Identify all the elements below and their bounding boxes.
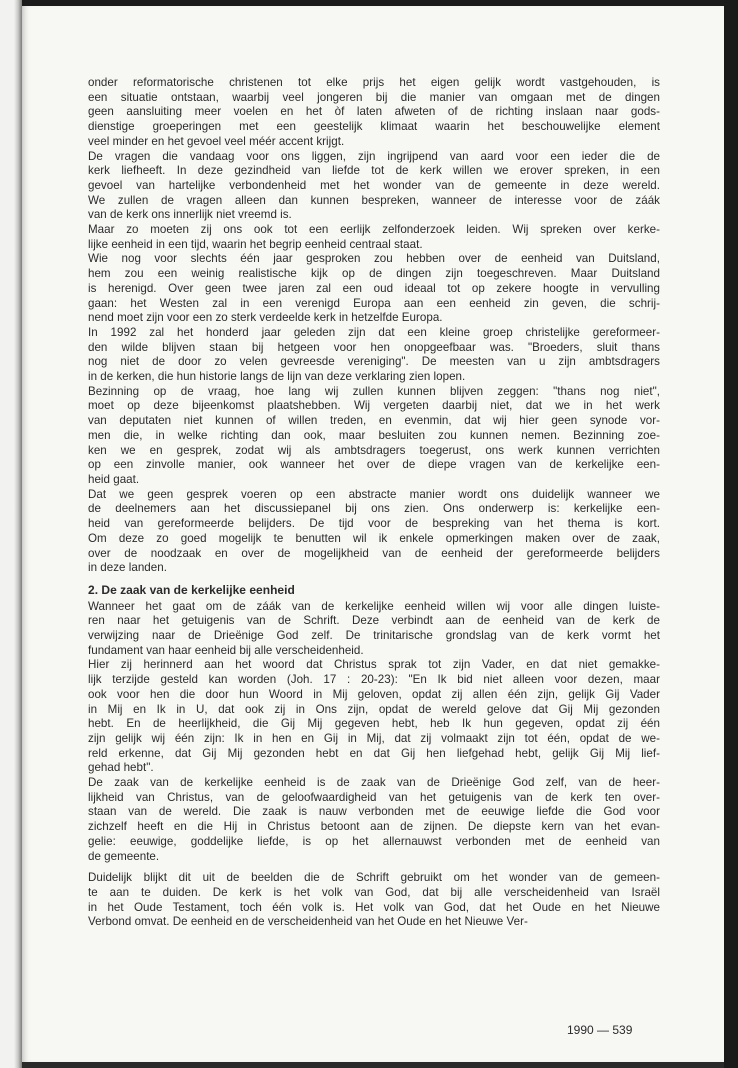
text-line: in Mij en Ik in U, dat ook zij in Ons zijn, opdat de wereld gelove dat Gij Mij gezonden — [88, 702, 660, 716]
text-line: in het Oude Testament, toch één volk is. Het volk van God, dat het Oude en het Nieuwe — [88, 900, 660, 914]
text-line: Om deze zo goed mogelijk te benutten wil ik enkele opmerkingen maken over de zaak, — [88, 531, 660, 545]
text-line: van de kerk ons innerlijk niet vreemd is. — [88, 208, 292, 222]
text-line: In 1992 zal het honderd jaar geleden zijn dat een kleine groep christelijke gereformeer- — [88, 325, 660, 339]
text-line: gelie: eeuwige, goddelijke liefde, is op het allernauwst verbonden met de eenheid van — [88, 834, 660, 848]
text-line: lijkheid van Christus, van de geloofwaardigheid van het getuigenis van de kerk ten over- — [88, 790, 660, 804]
paragraph — [88, 658, 660, 776]
text-line: Wie nog voor slechts één jaar gesproken zou hebben over de eenheid van Duitsland, — [88, 252, 660, 266]
paragraph — [88, 488, 660, 576]
paragraph — [88, 776, 660, 864]
text-line: veel minder en het gevoel veel méér accent krijgt. — [88, 134, 345, 148]
text-line: men die, in welke richting dan ook, maar besluiten zou kunnen nemen. Bezinning zoe- — [88, 428, 660, 442]
paragraph — [88, 871, 660, 930]
text-line: De zaak van de kerkelijke eenheid is de zaak van de Drieënige God zelf, van de heer- — [88, 776, 660, 790]
page-footer: 1990 — 539 — [567, 1023, 633, 1037]
text-line: de gemeente. — [88, 849, 160, 863]
text-line: dienstige groeperingen met een geestelijk klimaat waarin het beschouwelijke element — [88, 120, 660, 134]
paragraph — [88, 76, 660, 150]
text-line: te aan te duiden. De kerk is het volk van God, dat bij alle verscheidenheid van Israël — [88, 885, 660, 899]
paragraph — [88, 385, 660, 488]
text-line: in deze landen. — [88, 561, 167, 575]
text-line: kerk liefheeft. In deze gezindheid van liefde tot de kerk willen we erover spreken, in een — [88, 164, 660, 178]
text-line: De vragen die vandaag voor ons liggen, zijn ingrijpend van aard voor een ieder die de — [88, 149, 660, 163]
text-line: nend moet zijn voor een zo sterk verdeelde kerk in hetzelfde Europa. — [88, 311, 443, 325]
text-line: van deputaten niet kunnen of willen treden, en evenmin, dat wij hier geen synode vor- — [88, 414, 660, 428]
text-line: zijn gelijk wij één zijn: Ik in hen en Gij in Mij, dat zij volmaakt zijn tot één, opdat de we- — [88, 731, 660, 745]
text-line: ken we en gesprek, zodat wij als ambtsdragers toegerust, ons werk kunnen verrichten — [88, 443, 660, 457]
text-line: Dat we geen gesprek voeren op een abstracte manier wordt ons duidelijk wanneer we — [88, 487, 660, 501]
text-line: is herenigd. Over geen twee jaren zal een oud ideaal tot op zekere hoogte in vervulling — [88, 281, 660, 295]
text-line: een situatie ontstaan, waarbij veel jongeren bij die manier van omgaan met de dingen — [88, 90, 660, 104]
text-line: verwijzing naar de Drieënige God zelf. De trinitarische grondslag van de kerk vormt het — [88, 629, 660, 643]
text-block-2 — [88, 600, 660, 865]
paragraph — [88, 326, 660, 385]
text-line: onder reformatorische christenen tot elke prijs het eigen gelijk wordt vastgehouden, is — [88, 76, 660, 89]
text-line: den wilde blijven staan bij hetgeen voor hen onopgeefbaar was. "Broeders, sluit thans — [88, 340, 660, 354]
text-line: Duidelijk blijkt dit uit de beelden die de Schrift gebruikt om het wonder van de gemeen- — [88, 871, 660, 885]
text-line: reld erkenne, dat Gij Mij gezonden hebt en dat Gij hen liefgehad hebt, gelijk Gij Mij lief- — [88, 746, 660, 760]
scan-edge-right — [724, 0, 738, 1068]
text-block-3 — [88, 871, 660, 930]
text-line: heid gaat. — [88, 472, 140, 486]
text-line: hem zou een weinig realistische kijk op de dingen zijn toegeschreven. Maar Duitsland — [88, 267, 660, 281]
text-line: lijk terzijde gesteld kan worden (Joh. 17 : 20-23): "En Ik bid niet alleen voor dezen, maar — [88, 673, 660, 687]
text-line: ren naar het getuigenis van de Schrift. Deze verbindt aan de eenheid van de kerk de — [88, 614, 660, 628]
text-line: over de noodzaak en over de mogelijkheid van de eenheid der gereformeerde belijders — [88, 546, 660, 560]
paragraph — [88, 600, 660, 659]
text-block-1 — [88, 76, 660, 576]
text-line: lijke eenheid in een tijd, waarin het begrip eenheid centraal staat. — [88, 237, 423, 251]
text-line: geen aansluiting meer voelen en het òf laten afweten of de richting inslaan naar gods- — [88, 105, 660, 119]
text-line: zichzelf heeft en die Hij in Christus betoont aan de zijnen. De diepste kern van het evan- — [88, 820, 660, 834]
text-line: op een zinvolle manier, ook wanneer het over de diepe vragen van de kerkelijke een- — [88, 458, 660, 472]
text-line: gehad hebt". — [88, 761, 154, 775]
text-line: in de kerken, die hun historie langs de lijn van deze verklaring zien lopen. — [88, 370, 466, 384]
paragraph — [88, 252, 660, 326]
scan-edge-left — [0, 0, 22, 1068]
text-line: nog niet de door zo velen gevreesde vereniging". De meesten van u zijn ambtsdragers — [88, 355, 660, 369]
text-line: heid van gereformeerde belijders. De tijd voor de bespreking van het thema is kort. — [88, 517, 660, 531]
body-text — [88, 76, 660, 930]
document-page — [22, 6, 724, 1062]
paragraph-gap — [88, 864, 660, 871]
section-heading: 2. De zaak van de kerkelijke eenheid — [88, 582, 295, 597]
text-line: Bezinning op de vraag, hoe lang wij zullen kunnen blijven zeggen: "thans nog niet", — [88, 384, 660, 398]
text-line: fundament van haar eenheid bij alle verscheidenheid. — [88, 643, 364, 657]
paragraph — [88, 223, 660, 252]
paragraph — [88, 150, 660, 224]
text-line: gaan: het Westen zal in een verenigd Europa aan een eenheid zin geven, die schrij- — [88, 296, 660, 310]
text-line: Wanneer het gaat om de záák van de kerkelijke eenheid willen wij voor alle dingen luiste- — [88, 599, 660, 613]
text-line: Verbond omvat. De eenheid en de verscheidenheid van het Oude en het Nieuwe Ver- — [88, 915, 528, 929]
text-line: gevoel van hartelijke verbondenheid met het wonder van de gemeente in deze wereld. — [88, 178, 660, 192]
text-line: We zullen de vragen alleen dan kunnen bespreken, wanneer de interesse voor de záák — [88, 193, 660, 207]
text-line: ook voor hen die door hun Woord in Mij geloven, opdat zij allen één zijn, gelijk Gij Vader — [88, 687, 660, 701]
text-line: staan van de wereld. Die zaak is nauw verbonden met de eeuwige liefde die God voor — [88, 805, 660, 819]
text-line: Maar zo moeten zij ons ook tot een eerlijk zelfonderzoek leiden. Wij spreken over kerke- — [88, 223, 660, 237]
text-line: de deelnemers aan het discussiepanel bij ons zien. Ons onderwerp is: kerkelijke een- — [88, 502, 660, 516]
text-line: moet op deze bijeenkomst plaatshebben. Wij vergeten daarbij niet, dat we in het werk — [88, 399, 660, 413]
text-line: Hier zij herinnerd aan het woord dat Christus sprak tot zijn Vader, en dat niet gemakke- — [88, 658, 660, 672]
text-line: hebt. En de heerlijkheid, die Gij Mij gegeven hebt, heb Ik hun gegeven, opdat zij één — [88, 717, 660, 731]
